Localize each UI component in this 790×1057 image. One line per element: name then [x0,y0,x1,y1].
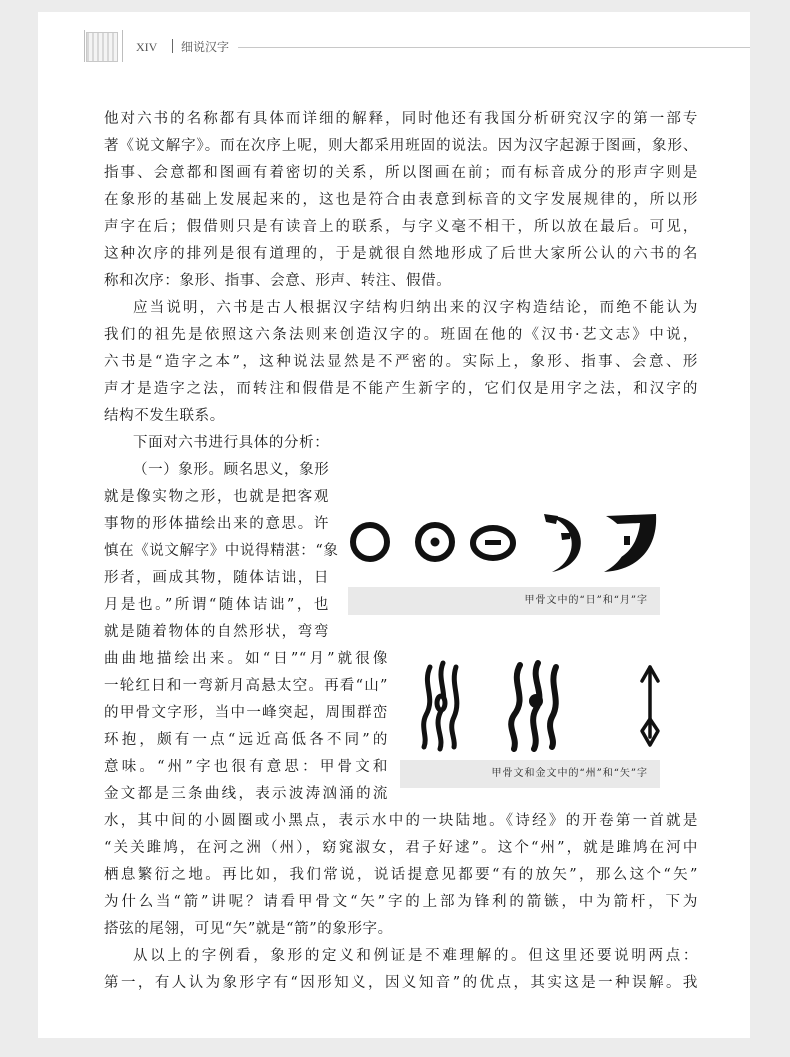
body-line: 声才是造字之法，而转注和假借是不能产生新字的，它们仅是用字之法，和汉字的 [104,381,698,397]
figure-caption: 甲骨文中的“日”和“月”字 [348,587,660,615]
body-line: 意味。“州”字也很有意思：甲骨文和 [104,759,388,775]
body-line: 第一，有人认为象形字有“因形知义，因义知音”的优点，其实这是一种误解。我 [104,975,698,991]
body-line: 指事、会意都和图画有着密切的关系，所以图画在前；而有标音成分的形声字则是 [104,165,698,181]
body-line: 称和次序：象形、指事、会意、形声、转注、假借。 [104,273,452,289]
body-line: 的甲骨文字形，当中一峰突起，周围群峦 [104,705,388,721]
body-line: 他对六书的名称都有具体而详细的解释，同时他还有我国分析研究汉字的第一部专 [104,111,698,127]
running-title: 细说汉字 [181,40,230,54]
oracle-sun-moon-figure [348,502,660,572]
zhou-glyph-dot-icon [511,663,556,749]
body-line: 一轮红日和一弯新月高悬太空。再看“山” [104,678,388,694]
header-separator [172,39,173,53]
body-line: 就是像实物之形，也就是把客观 [104,489,329,505]
body-line: 在象形的基础上发展起来的，这也是符合由表意到标音的文字发展规律的，所以形 [104,192,698,208]
header-rule [238,47,750,48]
body-line: 曲曲地描绘出来。如“日”“月”就很像 [104,651,388,667]
body-line: （一）象形。顾名思义，象形 [133,462,330,478]
body-line: 环抱，颇有一点“远近高低各不同”的 [104,732,388,748]
body-line: “关关雎鸠，在河之洲（州），窈窕淑女，君子好逑”。这个“州”，就是雎鸠在河中 [104,840,698,856]
body-line: 从以上的字例看，象形的定义和例证是不难理解的。但这里还要说明两点： [133,948,698,964]
body-line: 下面对六书进行具体的分析： [133,435,330,451]
body-line: 六书是“造字之本”，这种说法显然是不严密的。实际上，象形、指事、会意、形 [104,354,698,370]
page-number: XIV [136,40,158,54]
sun-glyph-icon [353,525,387,559]
body-line: 这种次序的排列是很有道理的，于是就很自然地形成了后世大家所公认的六书的名 [104,246,698,262]
book-logo-icon [86,32,118,62]
body-line: 事物的形体描绘出来的意思。许 [104,516,329,532]
body-line: 月是也。”所谓“随体诘诎”，也 [104,597,329,613]
body-line: 搭弦的尾翎，可见“矢”就是“箭”的象形字。 [104,921,393,937]
body-line: 结构不发生联系。 [104,408,225,424]
body-line: 声字在后；假借则只是有读音上的联系，与字义毫不相干，所以放在最后。可见， [104,219,698,235]
body-line: 慎在《说文解字》中说得精湛：“象 [104,543,339,559]
moon-glyph-dot-icon [604,514,656,572]
body-line: 金文都是三条曲线，表示波涛汹涌的流 [104,786,388,802]
sun-glyph-dot-icon [418,525,452,559]
body-line: 我们的祖先是依照这六条法则来创造汉字的。班固在他的《汉书·艺文志》中说， [104,327,698,343]
sun-glyph-bar-icon [473,528,513,558]
header-divider [122,30,123,62]
zhou-glyph-icon [424,663,457,749]
figure-caption: 甲骨文和金文中的“州”和“矢”字 [400,760,660,788]
body-line: 水，其中间的小圆圈或小黑点，表示水中的一块陆地。《诗经》的开卷第一首就是 [104,813,698,829]
shi-arrow-glyph-icon [642,667,658,745]
body-line: 著《说文解字》。而在次序上呢，则大都采用班固的说法。因为汉字起源于图画，象形、 [104,138,698,154]
book-page [38,12,750,1038]
body-line: 为什么当“箭”讲呢？请看甲骨文“矢”字的上部为锋利的箭镞，中为箭杆，下为 [104,894,698,910]
body-line: 形者，画成其物，随体诘诎，日 [104,570,329,586]
body-line: 就是随着物体的自然形状，弯弯 [104,624,329,640]
oracle-zhou-shi-figure [410,657,670,752]
body-line: 栖息繁衍之地。再比如，我们常说，说话提意见都要“有的放矢”，那么这个“矢” [104,867,698,883]
header-divider [84,30,85,62]
moon-glyph-icon [544,514,581,572]
body-line: 应当说明，六书是古人根据汉字结构归纳出来的汉字构造结论，而绝不能认为 [133,300,698,316]
